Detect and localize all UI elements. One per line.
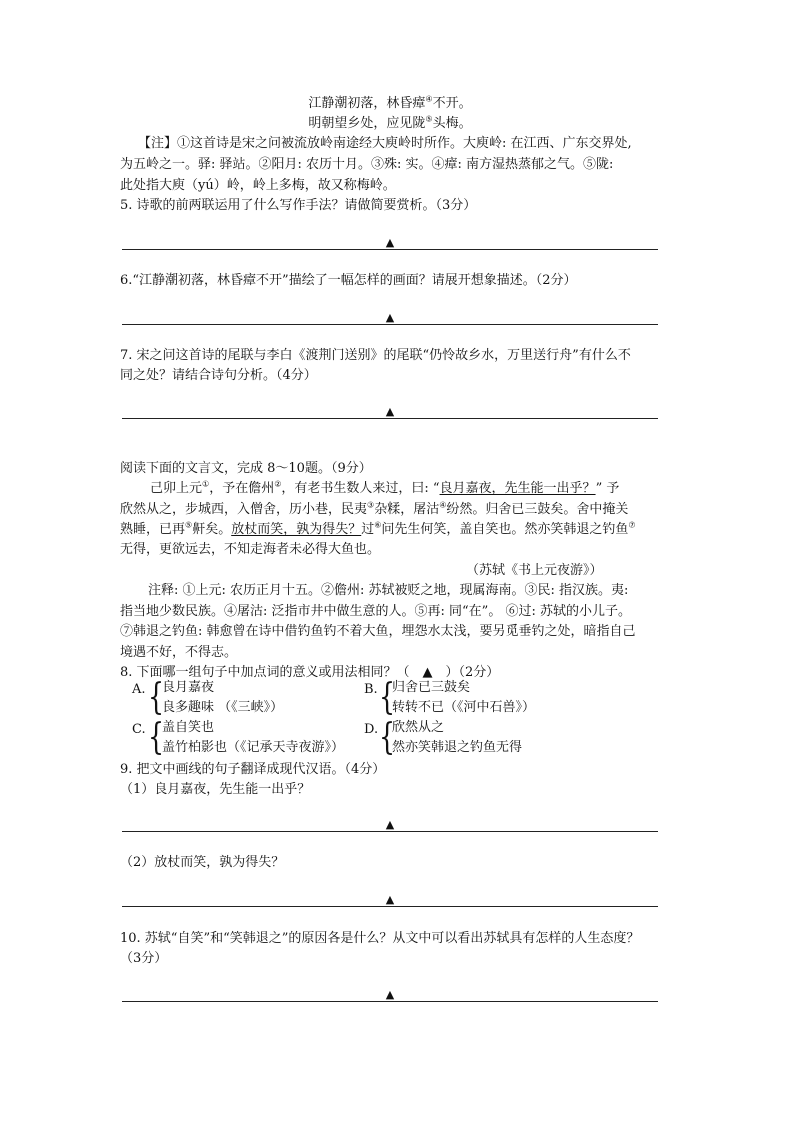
option-d-label[interactable]: D.	[364, 722, 379, 737]
question-9-sub-1: （1）良月嘉夜，先生能一出乎？	[120, 782, 311, 797]
answer-marker-9-1: ▲	[385, 818, 395, 831]
passage-text: 纷然。归舍已三鼓矣。舍中掩关	[446, 502, 629, 517]
option-c-label[interactable]: C.	[132, 722, 146, 737]
option-b-line-1: 归舍已三鼓矣	[392, 680, 471, 695]
question-7-row-1: 7. 宋之问这首诗的尾联与李白《渡荆门送别》的尾联“仍怜故乡水，万里送行舟”有什么不	[120, 348, 631, 363]
option-a-brace: {	[148, 677, 165, 718]
poem-line-1	[120, 94, 660, 114]
note-marker: ①	[202, 479, 210, 489]
option-c-line-2: 盖竹柏影也（《记承天寺夜游》）	[162, 740, 345, 755]
note-marker-4: ④	[425, 94, 433, 104]
answer-line-9-2[interactable]	[122, 906, 658, 907]
passage-intro: 阅读下面的文言文，完成 8～10题。（9分）	[120, 461, 372, 476]
passage-row-2	[120, 500, 628, 520]
passage-text: ，予在儋州	[209, 481, 275, 496]
passage-note-row-2: 指当地少数民族。④屠沽: 泛指市井中做生意的人。⑤再: 同“在”。 ⑥过: 苏轼的小儿子。	[120, 604, 631, 619]
answer-marker-5: ▲	[385, 236, 395, 249]
option-a-label[interactable]: A.	[132, 682, 146, 697]
passage-row-3	[120, 520, 636, 540]
answer-line-9-1[interactable]	[122, 831, 658, 832]
passage-note-row-1: 注释: ①上元: 农历正月十五。②儋州: 苏轼被贬之地，现属海南。③民: 指汉族。夷:	[148, 583, 629, 598]
answer-line-5[interactable]	[122, 249, 658, 250]
poem-line-2-text: 明朝望乡处，应见陇	[308, 116, 426, 131]
poem-note-row-2: 为五岭之一。驿: 驿站。②阳月: 农历十月。③殊: 实。④瘴: 南方湿热蒸郁之气。⑤陇:	[120, 157, 614, 172]
poem-line-1-end: 不开。	[432, 96, 472, 111]
option-a-line-2: 良多趣味 （《三峡》）	[162, 700, 284, 715]
underlined-sentence-2: 放杖而笑，孰为得失？	[231, 522, 362, 537]
question-5: 5. 诗歌的前两联运用了什么写作手法？请做简要赏析。（3分）	[120, 198, 477, 213]
note-marker: ⑦	[628, 520, 636, 530]
option-b-brace: {	[379, 677, 396, 718]
option-a-line-1: 良月嘉夜	[162, 680, 215, 695]
passage-text: 过	[361, 522, 375, 537]
answer-marker-6: ▲	[385, 311, 395, 324]
question-6: 6.“江静潮初落，林昏瘴不开”描绘了一幅怎样的画面？请展开想象描述。（2分）	[120, 273, 577, 288]
poem-note-row-1: 【注】①这首诗是宋之问被流放岭南途经大庾岭时所作。大庾岭: 在江西、广东交界处,	[138, 136, 632, 151]
option-b-line-2: 转转不已（《河中石兽》）	[392, 700, 536, 715]
note-marker: ⑥	[374, 520, 382, 530]
poem-line-1-text: 江静潮初落，林昏瘴	[308, 96, 426, 111]
passage-row-4: 无得，更欲远去，不知走海者未必得大鱼也。	[120, 542, 381, 557]
passage-source: （苏轼《书上元夜游》）	[466, 563, 603, 578]
option-c-line-1: 盖自笑也	[162, 720, 215, 735]
poem-note-row-3: 此处指大庾（yú）岭，岭上多梅，故又称梅岭。	[120, 178, 396, 193]
answer-line-10[interactable]	[122, 1001, 658, 1002]
note-marker: ③	[367, 500, 375, 510]
option-d-brace: {	[379, 717, 396, 758]
question-10-row-1: 10. 苏轼“自笑”和“笑韩退之”的原因各是什么？从文中可以看出苏轼具有怎样的人生态度？	[120, 931, 640, 946]
passage-row-1	[150, 479, 619, 499]
passage-text: 鼾矣。	[192, 522, 232, 537]
answer-marker-7: ▲	[385, 405, 395, 418]
passage-note-row-4: 境遇不好，不得志。	[120, 645, 238, 660]
passage-text: 己卯上元	[150, 481, 203, 496]
answer-marker-10: ▲	[385, 988, 395, 1001]
passage-text: ” 予	[595, 481, 620, 496]
passage-text: 问先生何笑，盖自笑也。然亦笑韩退之钓鱼	[381, 522, 629, 537]
option-d-line-1: 欣然从之	[392, 720, 445, 735]
poem-line-2-end: 头梅。	[432, 116, 472, 131]
question-10-row-2: （3分）	[120, 951, 168, 966]
option-b-label[interactable]: B.	[364, 682, 378, 697]
question-7-row-2: 同之处？请结合诗句分析。（4分）	[120, 368, 317, 383]
answer-line-7[interactable]	[122, 418, 658, 419]
answer-marker-9-2: ▲	[385, 893, 395, 906]
note-marker: ④	[439, 500, 447, 510]
passage-text: ，有老书生数人来过，曰: “	[281, 481, 440, 496]
passage-text: 熟睡，已再	[120, 522, 186, 537]
answer-line-6[interactable]	[122, 324, 658, 325]
passage-text: 杂糅，屠沽	[374, 502, 440, 517]
passage-text: 欣然从之，步城西，入僧舍，历小巷，民夷	[120, 502, 368, 517]
question-9: 9. 把文中画线的句子翻译成现代汉语。（4分）	[120, 762, 386, 777]
passage-note-row-3: ⑦韩退之钓鱼: 韩愈曾在诗中借钓鱼钓不着大鱼，埋怨水太浅，要另觅垂钓之处，暗指自己	[120, 624, 636, 639]
note-marker-5: ⑤	[425, 114, 433, 124]
option-c-brace: {	[148, 717, 165, 758]
note-marker: ⑤	[185, 520, 193, 530]
option-d-line-2: 然亦笑韩退之钓鱼无得	[392, 740, 523, 755]
question-9-sub-2: （2）放杖而笑，孰为得失？	[120, 855, 285, 870]
poem-line-2	[120, 114, 660, 134]
note-marker: ②	[274, 479, 282, 489]
question-8: 8. 下面哪一组句子中加点词的意义或用法相同？（ ▲ ）（2分）	[120, 665, 500, 680]
underlined-sentence-1: 良月嘉夜，先生能一出乎？	[439, 481, 596, 496]
